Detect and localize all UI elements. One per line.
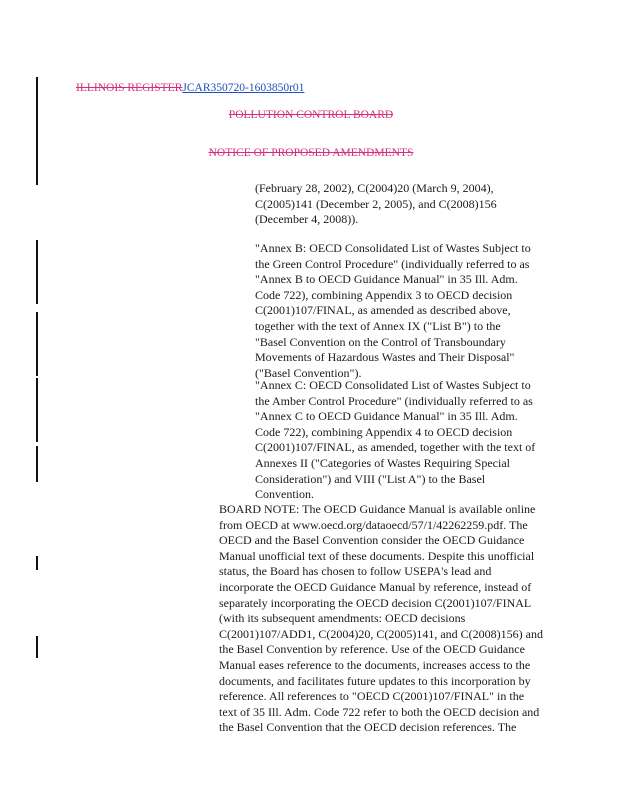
text-line: C(2001)107/FINAL, as amended as described above, bbox=[255, 303, 511, 318]
text-line: C(2001)107/ADD1, C(2004)20, C(2005)141, and C(2008)156) and bbox=[219, 626, 543, 641]
text-line: separately incorporating the OECD decision C(2001)107/FINAL bbox=[219, 595, 532, 610]
register-deleted: ILLINOIS REGISTER bbox=[76, 82, 183, 94]
register-header bbox=[76, 81, 304, 95]
text-line: together with the text of Annex IX ("List B") to the bbox=[255, 318, 501, 333]
text-line: Convention. bbox=[255, 487, 314, 502]
change-bar bbox=[36, 378, 38, 442]
continuation-paragraph bbox=[255, 181, 555, 228]
text-line: incorporate the OECD Guidance Manual by reference, instead of bbox=[219, 579, 532, 594]
text-line: (February 28, 2002), C(2004)20 (March 9, 2004), bbox=[255, 181, 494, 195]
text-line: from OECD at www.oecd.org/dataoecd/57/1/42262259.pdf. The bbox=[219, 517, 528, 532]
text-line: (with its subsequent amendments: OECD decisions bbox=[219, 611, 466, 626]
change-bar bbox=[36, 446, 38, 482]
text-line: BOARD NOTE: The OECD Guidance Manual is available online bbox=[219, 502, 536, 516]
text-line: OECD and the Basel Convention consider the OECD Guidance bbox=[219, 533, 525, 548]
notice-title: NOTICE OF PROPOSED AMENDMENTS bbox=[208, 147, 414, 159]
text-line: reference. All references to "OECD C(2001)107/FINAL" in the bbox=[219, 689, 525, 704]
text-line: text of 35 Ill. Adm. Code 722 refer to both the OECD decision and bbox=[219, 704, 540, 719]
text-line: "Annex B: OECD Consolidated List of Wastes Subject to bbox=[255, 241, 531, 255]
text-line: ("Basel Convention"). bbox=[255, 365, 362, 380]
text-line: "Annex C to OECD Guidance Manual" in 35 Ill. Adm. bbox=[255, 409, 518, 424]
text-line: the Basel Convention that the OECD decision references. The bbox=[219, 720, 517, 735]
text-line: Manual eases reference to the documents, increases access to the bbox=[219, 657, 531, 672]
text-line: Consideration") and VIII ("List A") to the Basel bbox=[255, 471, 486, 486]
text-line: "Annex C: OECD Consolidated List of Wastes Subject to bbox=[255, 378, 531, 392]
text-line: status, the Board has chosen to follow USEPA's lead and bbox=[219, 564, 492, 579]
text-line: the Basel Convention by reference. Use of the OECD Guidance bbox=[219, 642, 525, 657]
text-line: Code 722), combining Appendix 3 to OECD decision bbox=[255, 287, 513, 302]
change-bar bbox=[36, 77, 38, 185]
board-title: POLLUTION CONTROL BOARD bbox=[228, 109, 394, 121]
text-line: "Annex B to OECD Guidance Manual" in 35 Ill. Adm. bbox=[255, 272, 518, 287]
text-line: "Basel Convention on the Control of Transboundary bbox=[255, 334, 506, 349]
change-bar bbox=[36, 636, 38, 658]
annex-b-paragraph bbox=[255, 241, 555, 381]
text-line: Movements of Hazardous Wastes and Their Disposal" bbox=[255, 350, 515, 365]
text-line: the Amber Control Procedure" (individually referred to as bbox=[255, 393, 533, 408]
board-note-paragraph bbox=[219, 502, 559, 736]
change-bar bbox=[36, 312, 38, 376]
text-line: C(2001)107/FINAL, as amended, together with the text of bbox=[255, 440, 536, 455]
text-line: the Green Control Procedure" (individually referred to as bbox=[255, 256, 530, 271]
change-bar bbox=[36, 240, 38, 304]
register-inserted: JCAR350720-1603850r01 bbox=[182, 82, 305, 94]
text-line: Code 722), combining Appendix 4 to OECD decision bbox=[255, 424, 513, 439]
text-line: documents, and facilitates future updates to this incorporation by bbox=[219, 673, 531, 688]
text-line: Manual unofficial text of these documents. Despite this unofficial bbox=[219, 548, 535, 563]
annex-c-paragraph bbox=[255, 378, 555, 503]
text-line: C(2005)141 (December 2, 2005), and C(2008)156 bbox=[255, 196, 497, 211]
change-bar bbox=[36, 556, 38, 570]
text-line: Annexes II ("Categories of Wastes Requiring Special bbox=[255, 455, 510, 470]
text-line: (December 4, 2008)). bbox=[255, 212, 359, 227]
